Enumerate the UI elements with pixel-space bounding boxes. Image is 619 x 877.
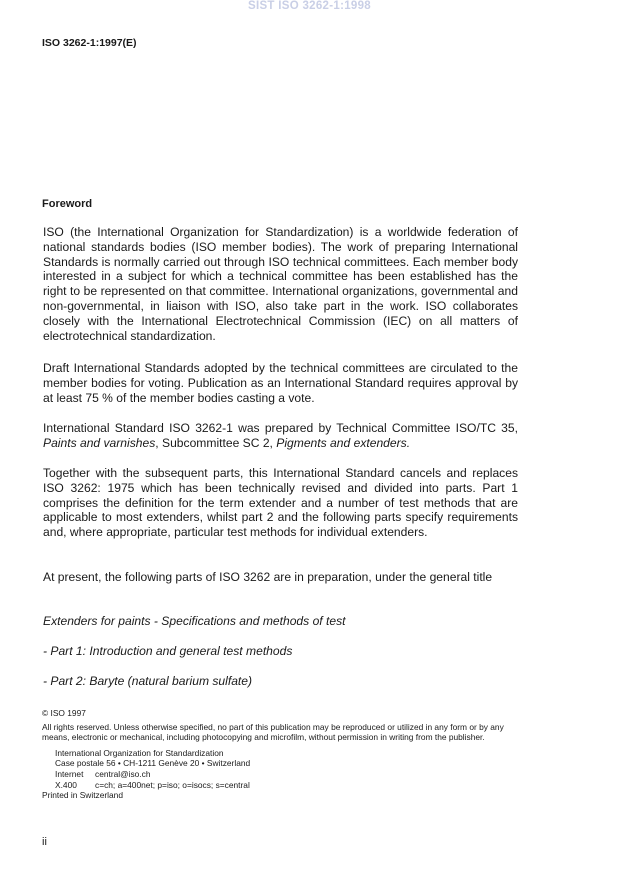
internet-value: central@iso.ch [95,768,151,779]
paragraph-3-text-b: , Subcommittee SC 2, [155,435,277,450]
internet-label: Internet [55,768,84,779]
x400-contact [42,780,522,791]
organization-name: International Organization for Standardization [55,747,224,758]
part-1-item: - Part 1: Introduction and general test methods [43,644,293,658]
general-title: Extenders for paints - Specifications and methods of test [43,614,346,628]
copyright-block [42,708,522,801]
page-number: ii [42,836,47,848]
subcommittee-name: Pigments and extenders. [276,435,411,450]
section-title-foreword: Foreword [42,198,93,210]
part-2-item: - Part 2: Baryte (natural barium sulfate) [43,674,253,688]
paragraph-3-text-a: International Standard ISO 3262-1 was prepared by Technical Committee ISO/TC 35, [43,421,518,435]
rights-statement: All rights reserved. Unless otherwise specified, no part of this publication may be reproduced or utilized in any form or by any means, electronic or mechanical, including photocopying and microfilm, without permission in writing from the publisher. [42,721,504,743]
printed-in: Printed in Switzerland [42,790,123,801]
committee-name: Paints and varnishes [43,435,156,450]
foreword-paragraph-5: At present, the following parts of ISO 3262 are in preparation, under the general title [43,570,493,584]
x400-value: c=ch; a=400net; p=iso; o=isocs; s=central [95,779,250,790]
copyright-line: © ISO 1997 [42,708,86,718]
x400-label: X.400 [55,779,77,790]
foreword-paragraph-1: ISO (the International Organization for Standardization) is a worldwide federation of national standards bodies (ISO member bodies). The work of preparing International Standards is normally carried out through ISO technical committees. Each member body interested in a subject for which a technical committee has been established has the right to be represented on that committee. International organizations, governmental and non-governmental, in liaison with ISO, also take part in the work. ISO collaborates closely with the International Electrotechnical Commission (IEC) on all matters of electrotechnical standardization. [43,225,518,343]
foreword-paragraph-4: Together with the subsequent parts, this International Standard cancels and replaces ISO 3262: 1975 which has been technically revised and divided into parts. Part 1 comprises the definition for the term extender and a number of test methods that are applicable to most extenders, whilst part 2 and the following parts specify requirements and, where appropriate, particular test methods for individual extenders. [43,466,518,540]
watermark: SIST ISO 3262-1:1998 [248,0,371,12]
document-id: ISO 3262-1:1997(E) [42,37,137,49]
foreword-paragraph-2: Draft International Standards adopted by the technical committees are circulated to the member bodies for voting. Publication as an International Standard requires approval by at least 75 % of the member bodies casting a vote. [43,361,518,405]
organization-address: Case postale 56 • CH-1211 Genève 20 • Switzerland [55,758,251,769]
internet-contact [42,769,522,780]
foreword-paragraph-3 [43,421,518,451]
